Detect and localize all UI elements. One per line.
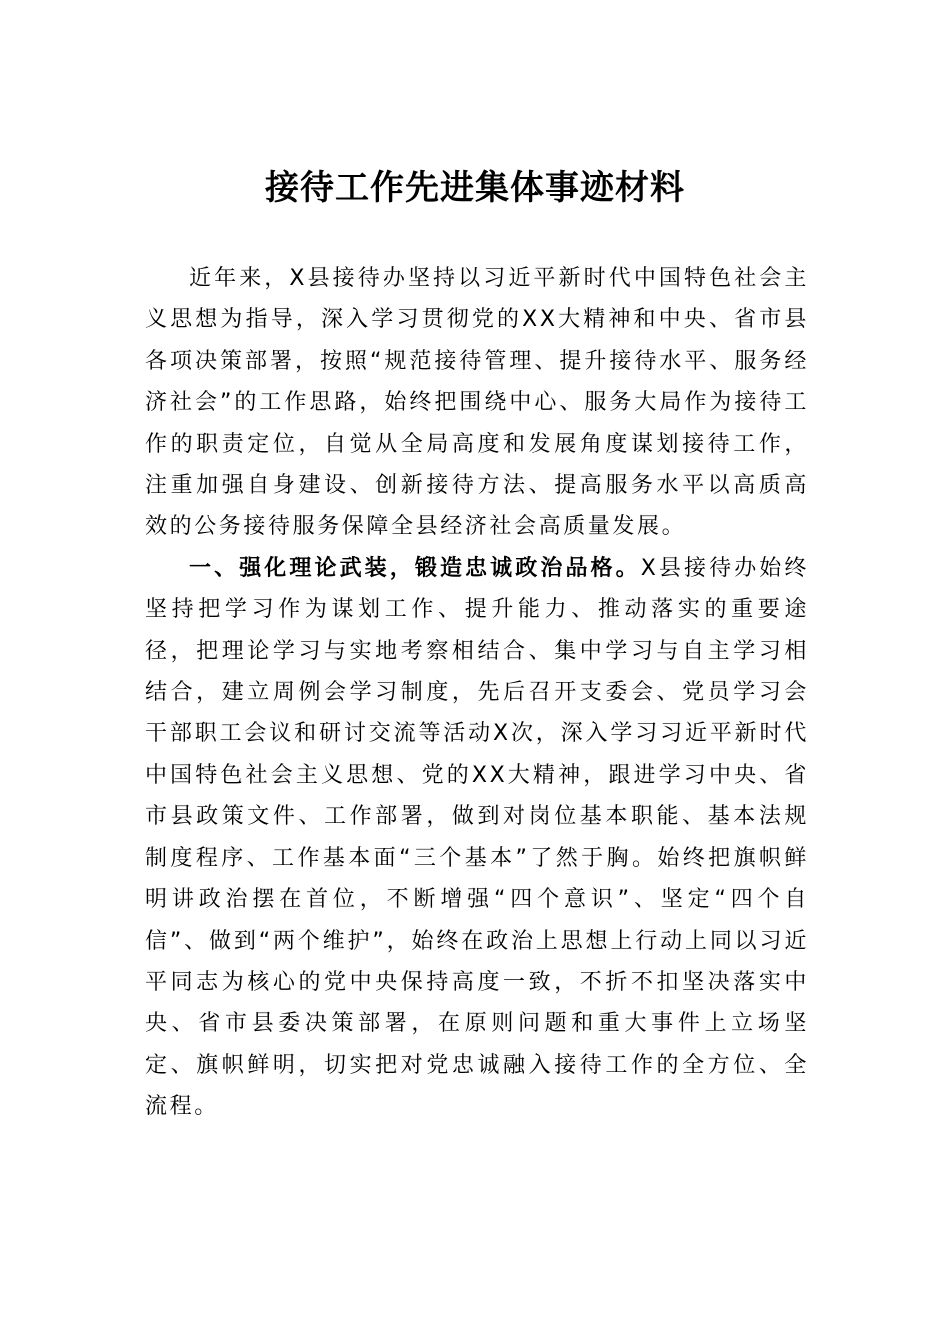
section-1-heading: 一、强化理论武装，锻造忠诚政治品格。	[189, 555, 641, 581]
document-title: 接待工作先进集体事迹材料	[265, 168, 685, 208]
document-body	[145, 258, 809, 1128]
intro-paragraph: 近年来，X县接待办坚持以习近平新时代中国特色社会主义思想为指导，深入学习贯彻党的XX大精神和中央、省市县各项决策部署，按照“规范接待管理、提升接待水平、服务经济社会”的工作思路，始终把围绕中心、服务大局作为接待工作的职责定位，自觉从全局高度和发展角度谋划接待工作，注重加强自身建设、创新接待方法、提高服务水平以高质高效的公务接待服务保障全县经济社会高质量发展。	[145, 266, 809, 540]
section-1-text: X县接待办始终坚持把学习作为谋划工作、提升能力、推动落实的重要途径，把理论学习与实地考察相结合、集中学习与自主学习相结合，建立周例会学习制度，先后召开支委会、党员学习会干部职工会议和研讨交流等活动X次，深入学习习近平新时代中国特色社会主义思想、党的XX大精神，跟进学习中央、省市县政策文件、工作部署，做到对岗位基本职能、基本法规制度程序、工作基本面“三个基本”了然于胸。始终把旗帜鲜明讲政治摆在首位，不断增强“四个意识”、坚定“四个自信”、做到“两个维护”，始终在政治上思想上行动上同以习近平同志为核心的党中央保持高度一致，不折不扣坚决落实中央、省市县委决策部署，在原则问题和重大事件上立场坚定、旗帜鲜明，切实把对党忠诚融入接待工作的全方位、全流程。	[145, 555, 809, 1120]
section-1-paragraph	[145, 548, 809, 1128]
